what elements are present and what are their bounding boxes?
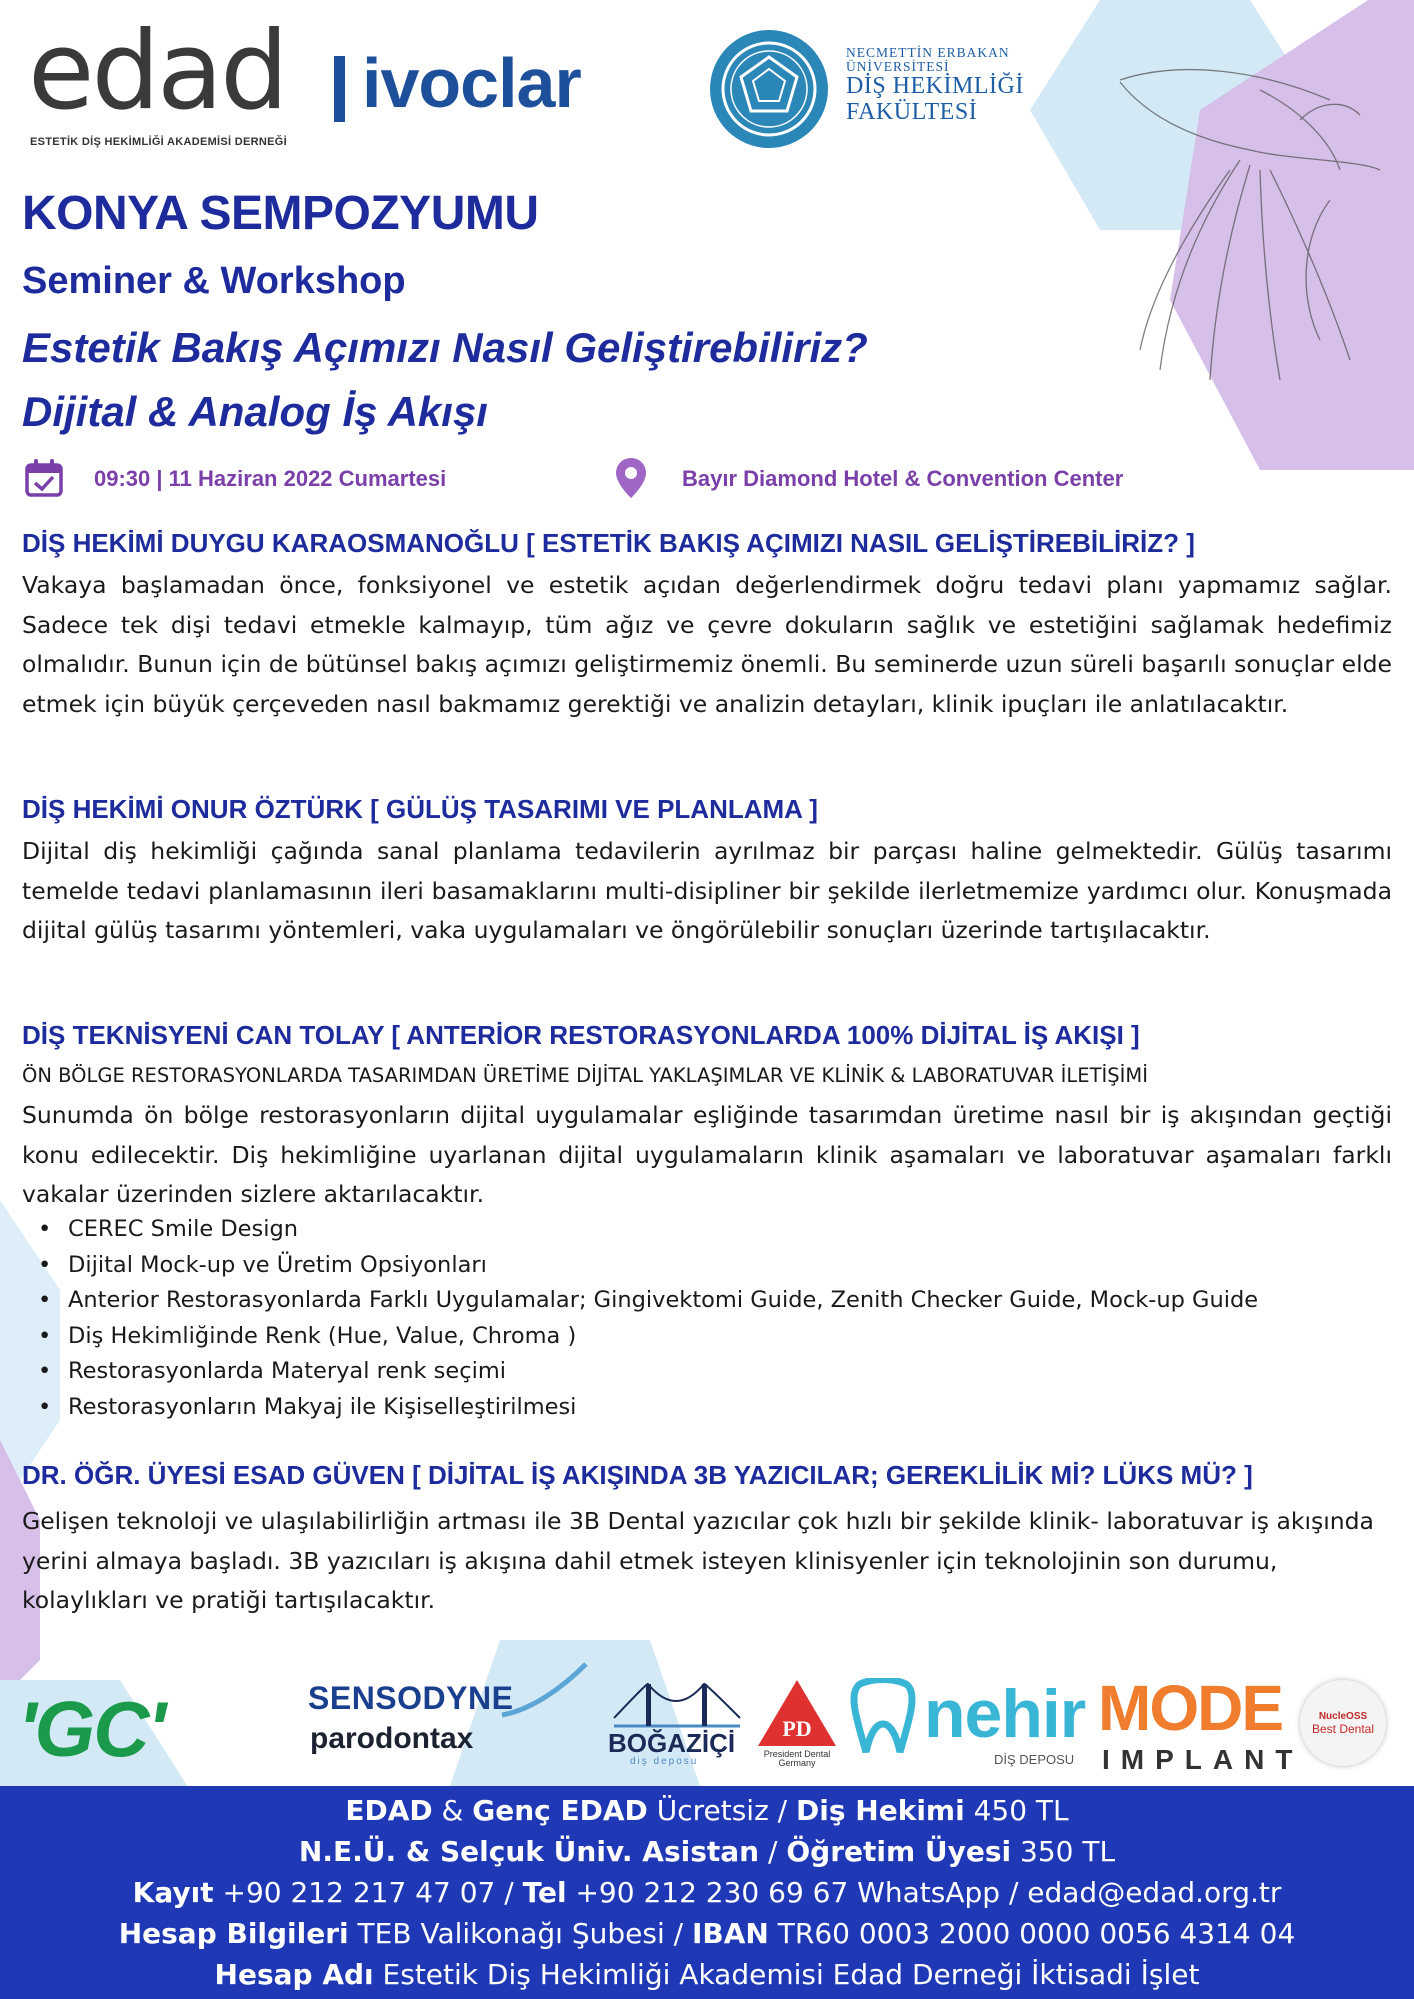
- footer-label-tel: Tel: [522, 1876, 567, 1909]
- edad-logo: edad: [28, 9, 286, 134]
- nucleoss-subtitle: Best Dental: [1311, 1721, 1375, 1736]
- gc-logo: 'GC': [18, 1685, 165, 1773]
- nehir-logo: nehir: [924, 1676, 1086, 1752]
- section-body-ozturk: Dijital diş hekimliği çağında sanal planlama tedavilerin ayrılmaz bir parçası haline gelmektedir. Gülüş tasarımı temelde tedavi planlamasının ileri basamaklarını multi-disipliner bir şekilde ilerletmemize yardımcı olur. Konuşmada dijital gülüş tasarımı yöntemleri, vaka uygulamaları ve öngörülebilir sonuçları üzerinde tartışılacaktır.: [22, 837, 1392, 944]
- nehir-subtitle: DİŞ DEPOSU: [994, 1752, 1075, 1767]
- pd-subtitle-2: Germany: [778, 1758, 816, 1768]
- university-line-4: FAKÜLTESİ: [846, 98, 978, 125]
- tooth-icon: [848, 1678, 918, 1756]
- section-heading-tolay: DİŞ TEKNİSYENİ CAN TOLAY [ ANTERİOR RESTORASYONLARDA 100% DİJİTAL İŞ AKIŞI ]: [22, 1020, 1140, 1050]
- footer-label-ogretim-uyesi: Öğretim Üyesi: [786, 1835, 1012, 1868]
- footer-line-fees: [0, 1794, 1414, 1827]
- footer-label-asistan: N.E.Ü. & Selçuk Üniv. Asistan: [298, 1835, 760, 1868]
- topic-bullet-list: [22, 1212, 1258, 1425]
- topic-line-2: Dijital & Analog İş Akışı: [22, 388, 488, 435]
- section-heading-guven: DR. ÖĞR. ÜYESİ ESAD GÜVEN [ DİJİTAL İŞ AKIŞINDA 3B YAZICILAR; GEREKLİLİK Mİ? LÜKS MÜ? ]: [22, 1460, 1253, 1490]
- list-item: • Restorasyonlarda Materyal renk seçimi: [68, 1354, 1258, 1390]
- university-seal-icon: [710, 30, 828, 148]
- footer-line-contact: [0, 1876, 1414, 1909]
- footer-label-iban: IBAN: [691, 1917, 769, 1950]
- edad-logo-subtitle: ESTETİK DİŞ HEKİMLİĞİ AKADEMİSİ DERNEĞİ: [30, 136, 287, 148]
- parodontax-logo: parodontax: [310, 1722, 474, 1755]
- mode-logo: MODE: [1098, 1672, 1282, 1744]
- registration-footer: [0, 1786, 1414, 1999]
- ivoclar-logo-bar: [334, 56, 345, 122]
- footer-text: 450 TL: [964, 1794, 1069, 1827]
- nucleoss-logo: [1300, 1680, 1386, 1766]
- list-item: • Restorasyonların Makyaj ile Kişiselleştirilmesi: [68, 1390, 1258, 1426]
- footer-label-hesap-adi: Hesap Adı: [214, 1958, 374, 1991]
- footer-label-kayit: Kayıt: [132, 1876, 214, 1909]
- footer-text: 350 TL: [1011, 1835, 1116, 1868]
- president-dental-icon: [756, 1678, 838, 1748]
- page-subtitle: Seminer & Workshop: [22, 260, 406, 302]
- event-datetime: 09:30 | 11 Haziran 2022 Cumartesi: [94, 466, 447, 491]
- calendar-check-icon: [24, 458, 64, 498]
- nucleoss-name: NucleOSS: [1318, 1710, 1368, 1722]
- list-item: • Diş Hekimliğinde Renk (Hue, Value, Chroma ): [68, 1319, 1258, 1355]
- ivoclar-logo: ivoclar: [362, 44, 581, 122]
- footer-line-bank: [0, 1917, 1414, 1950]
- sensodyne-swoosh-icon: [500, 1660, 590, 1720]
- section-body-tolay: Sunumda ön bölge restorasyonların dijital uygulamalar eşliğinde tasarımdan üretime nasıl bir iş akışından geçtiği konu edilecektir. Diş hekimliğine uyarlanan dijital uygulamaların klinik aşamaları ve laboratuvar aşamaları farklı vakalar üzerinden sizlere aktarılacaktır.: [22, 1101, 1392, 1208]
- footer-text: TR60 0003 2000 0000 0056 4314 04: [768, 1917, 1296, 1950]
- footer-label-edad: EDAD: [345, 1794, 433, 1827]
- footer-label-dis-hekimi: Diş Hekimi: [796, 1794, 965, 1827]
- university-line-2: ÜNİVERSİTESİ: [846, 59, 950, 75]
- list-item: • Anterior Restorasyonlarda Farklı Uygulamalar; Gingivektomi Guide, Zenith Checker Guide, Mock-up Guide: [68, 1283, 1258, 1319]
- section-body-guven: Gelişen teknoloji ve ulaşılabilirliğin artması ile 3B Dental yazıcılar çok hızlı bir şekilde klinik- laboratuvar iş akışında yerini almaya başladı. 3B yazıcıları iş akışına dahil etmek isteyen klinisyenler için teknolojinin son durumu, kolaylıkları ve pratiği tartışılacaktır.: [22, 1507, 1374, 1614]
- footer-label-genc-edad: Genç EDAD: [472, 1794, 648, 1827]
- pd-subtitle-1: President Dental: [763, 1749, 831, 1759]
- footer-text: Estetik Diş Hekimliği Akademisi Edad Derneği İktisadi İşlet: [373, 1958, 1200, 1991]
- mode-implant-subtitle: IMPLANT: [1102, 1744, 1304, 1775]
- university-name: [846, 46, 1024, 125]
- bogazici-subtitle: diş deposu: [630, 1756, 699, 1767]
- footer-line-assistant-fees: [0, 1835, 1414, 1868]
- footer-text: +90 212 217 47 07 /: [213, 1876, 523, 1909]
- section-heading-ozturk: DİŞ HEKİMİ ONUR ÖZTÜRK [ GÜLÜŞ TASARIMI VE PLANLAMA ]: [22, 794, 818, 824]
- pd-logo-text: PD: [782, 1716, 812, 1741]
- page-title: KONYA SEMPOZYUMU: [22, 187, 539, 240]
- section-body-karaosmanoglu: Vakaya başlamadan önce, fonksiyonel ve estetik açıdan değerlendirmek doğru tedavi planı yapmamız sağlar. Sadece tek dişi tedavi etmekle kalmayıp, tüm ağız ve çevre dokuların sağlık ve estetiğini sağlamak hedefimiz olmalıdır. Bunun için de bütünsel bakış açımızı geliştirmemiz önemli. Bu seminerde uzun süreli başarılı sonuçlar elde etmek için büyük çerçeveden nasıl bakmamız gerektiği ve analizin detayları, klinik ipuçları ile anlatılacaktır.: [22, 571, 1392, 718]
- footer-text: &: [432, 1794, 473, 1827]
- university-line-3: DİŞ HEKİMLİĞİ: [846, 73, 1024, 100]
- footer-line-account-name: [0, 1958, 1414, 1991]
- president-dental-subtitle: [752, 1750, 842, 1768]
- section-caps-line-tolay: ÖN BÖLGE RESTORASYONLARDA TASARIMDAN ÜRETİME DİJİTAL YAKLAŞIMLAR VE KLİNİK & LABORATUVAR İLETİŞİMİ: [22, 1064, 1148, 1087]
- footer-text: TEB Valikonağı Şubesi /: [348, 1917, 692, 1950]
- footer-text: +90 212 230 69 67 WhatsApp / edad@edad.org.tr: [566, 1876, 1282, 1909]
- footer-text: /: [759, 1835, 787, 1868]
- bridge-icon: [612, 1678, 742, 1730]
- event-venue: Bayır Diamond Hotel & Convention Center: [682, 466, 1124, 491]
- footer-text: Ücretsiz /: [647, 1794, 797, 1827]
- list-item: • Dijital Mock-up ve Üretim Opsiyonları: [68, 1248, 1258, 1284]
- sponsor-logos: [0, 1660, 1414, 1780]
- bogazici-logo: BOĞAZİÇİ: [608, 1728, 736, 1758]
- sensodyne-logo: SENSODYNE: [308, 1680, 514, 1716]
- map-pin-icon: [614, 456, 648, 500]
- university-line-1: NECMETTİN ERBAKAN: [846, 45, 1010, 60]
- section-heading-karaosmanoglu: DİŞ HEKİMİ DUYGU KARAOSMANOĞLU [ ESTETİK BAKIŞ AÇIMIZI NASIL GELİŞTİREBİLİRİZ? ]: [22, 528, 1195, 558]
- topic-line-1: Estetik Bakış Açımızı Nasıl Geliştirebiliriz?: [22, 324, 868, 371]
- footer-label-hesap-bilgileri: Hesap Bilgileri: [118, 1917, 349, 1950]
- list-item: • CEREC Smile Design: [68, 1212, 1258, 1248]
